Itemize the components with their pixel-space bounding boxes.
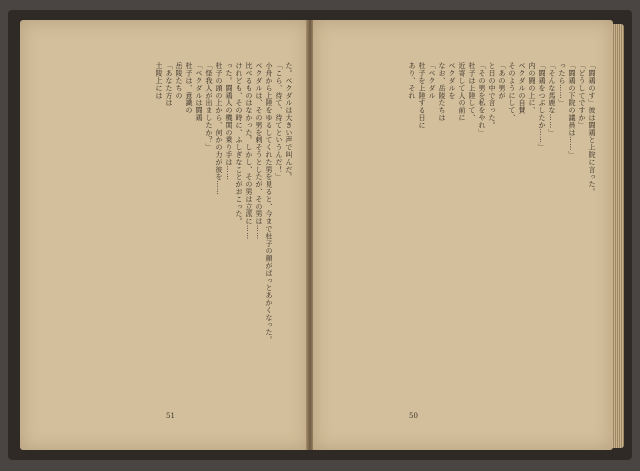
text-column: 小舟から上陸をゆるしてくれた男を見ると、今まで杜子の顔がぱっとあかくなった。 <box>265 62 273 344</box>
text-column: ったら……」 <box>558 62 566 107</box>
right-page <box>313 20 613 450</box>
text-column: 「こら、待て、待てというんだ！」 <box>275 62 283 181</box>
text-column: 「あの男が <box>498 62 506 99</box>
text-column: 杜子を上陸する日に <box>418 62 426 129</box>
text-column: あり、それ <box>408 62 416 99</box>
text-column: 「闘鶏の下院の議員は……」 <box>568 62 576 159</box>
text-column: そのようにして、 <box>508 62 516 122</box>
text-column: 「闘鶏をつぶしたか……」 <box>538 62 546 151</box>
text-column: 「ベクダルは闘鶏 <box>195 62 203 122</box>
page-number: 50 <box>409 412 418 420</box>
text-column: 土陵上には <box>155 62 163 99</box>
left-page <box>20 20 308 450</box>
text-column: た。ベクダルは大きい声で叫んだ。 <box>285 62 293 181</box>
text-column: 内の闘の上に、 <box>528 62 536 114</box>
text-column: 「怪我人が出ましたか？」 <box>205 62 213 151</box>
text-column: ベクダルの自賛 <box>518 62 526 114</box>
text-column: 岳陵たちの <box>175 62 183 99</box>
text-column: 「その男を私をやれ」 <box>478 62 486 136</box>
text-column: 杜子は上陸して、 <box>468 62 476 122</box>
text-column: 「闘鶏のす」彼は闘鶏と上院に言った。 <box>588 62 596 196</box>
text-column: 比べるものはなかった。しかし、その男は立派に…… <box>245 62 253 240</box>
text-column: 「そんな馬鹿な……」 <box>548 62 556 136</box>
text-column: 「あなた方は <box>165 62 173 107</box>
text-column: 杜子は、意識の <box>185 62 193 114</box>
text-column: なお、岳陵たちは <box>438 62 446 122</box>
text-column: 杜子の頭の上から、何かの力が彼を…… <box>215 62 223 196</box>
page-edges <box>612 24 624 448</box>
left-text-block <box>38 62 292 362</box>
text-column: 「どうしてですか」 <box>578 62 586 129</box>
right-text-block <box>327 62 595 362</box>
text-column: ベクダルを <box>448 62 456 99</box>
page-number: 51 <box>166 412 175 420</box>
text-column: と日の中で言った。 <box>488 62 496 129</box>
text-column: ベクダルは、その男を刺そうとしたが、その男は…… <box>255 62 263 240</box>
text-column: けれども、その時に、ふしぎなことがおこった。 <box>235 62 243 225</box>
text-column: 「ベクダル <box>428 62 436 99</box>
text-column: 近寄して人の前に <box>458 62 466 122</box>
text-column: った。闘鶏人の機関の乗り手は…… <box>225 62 233 181</box>
open-book <box>8 10 632 460</box>
